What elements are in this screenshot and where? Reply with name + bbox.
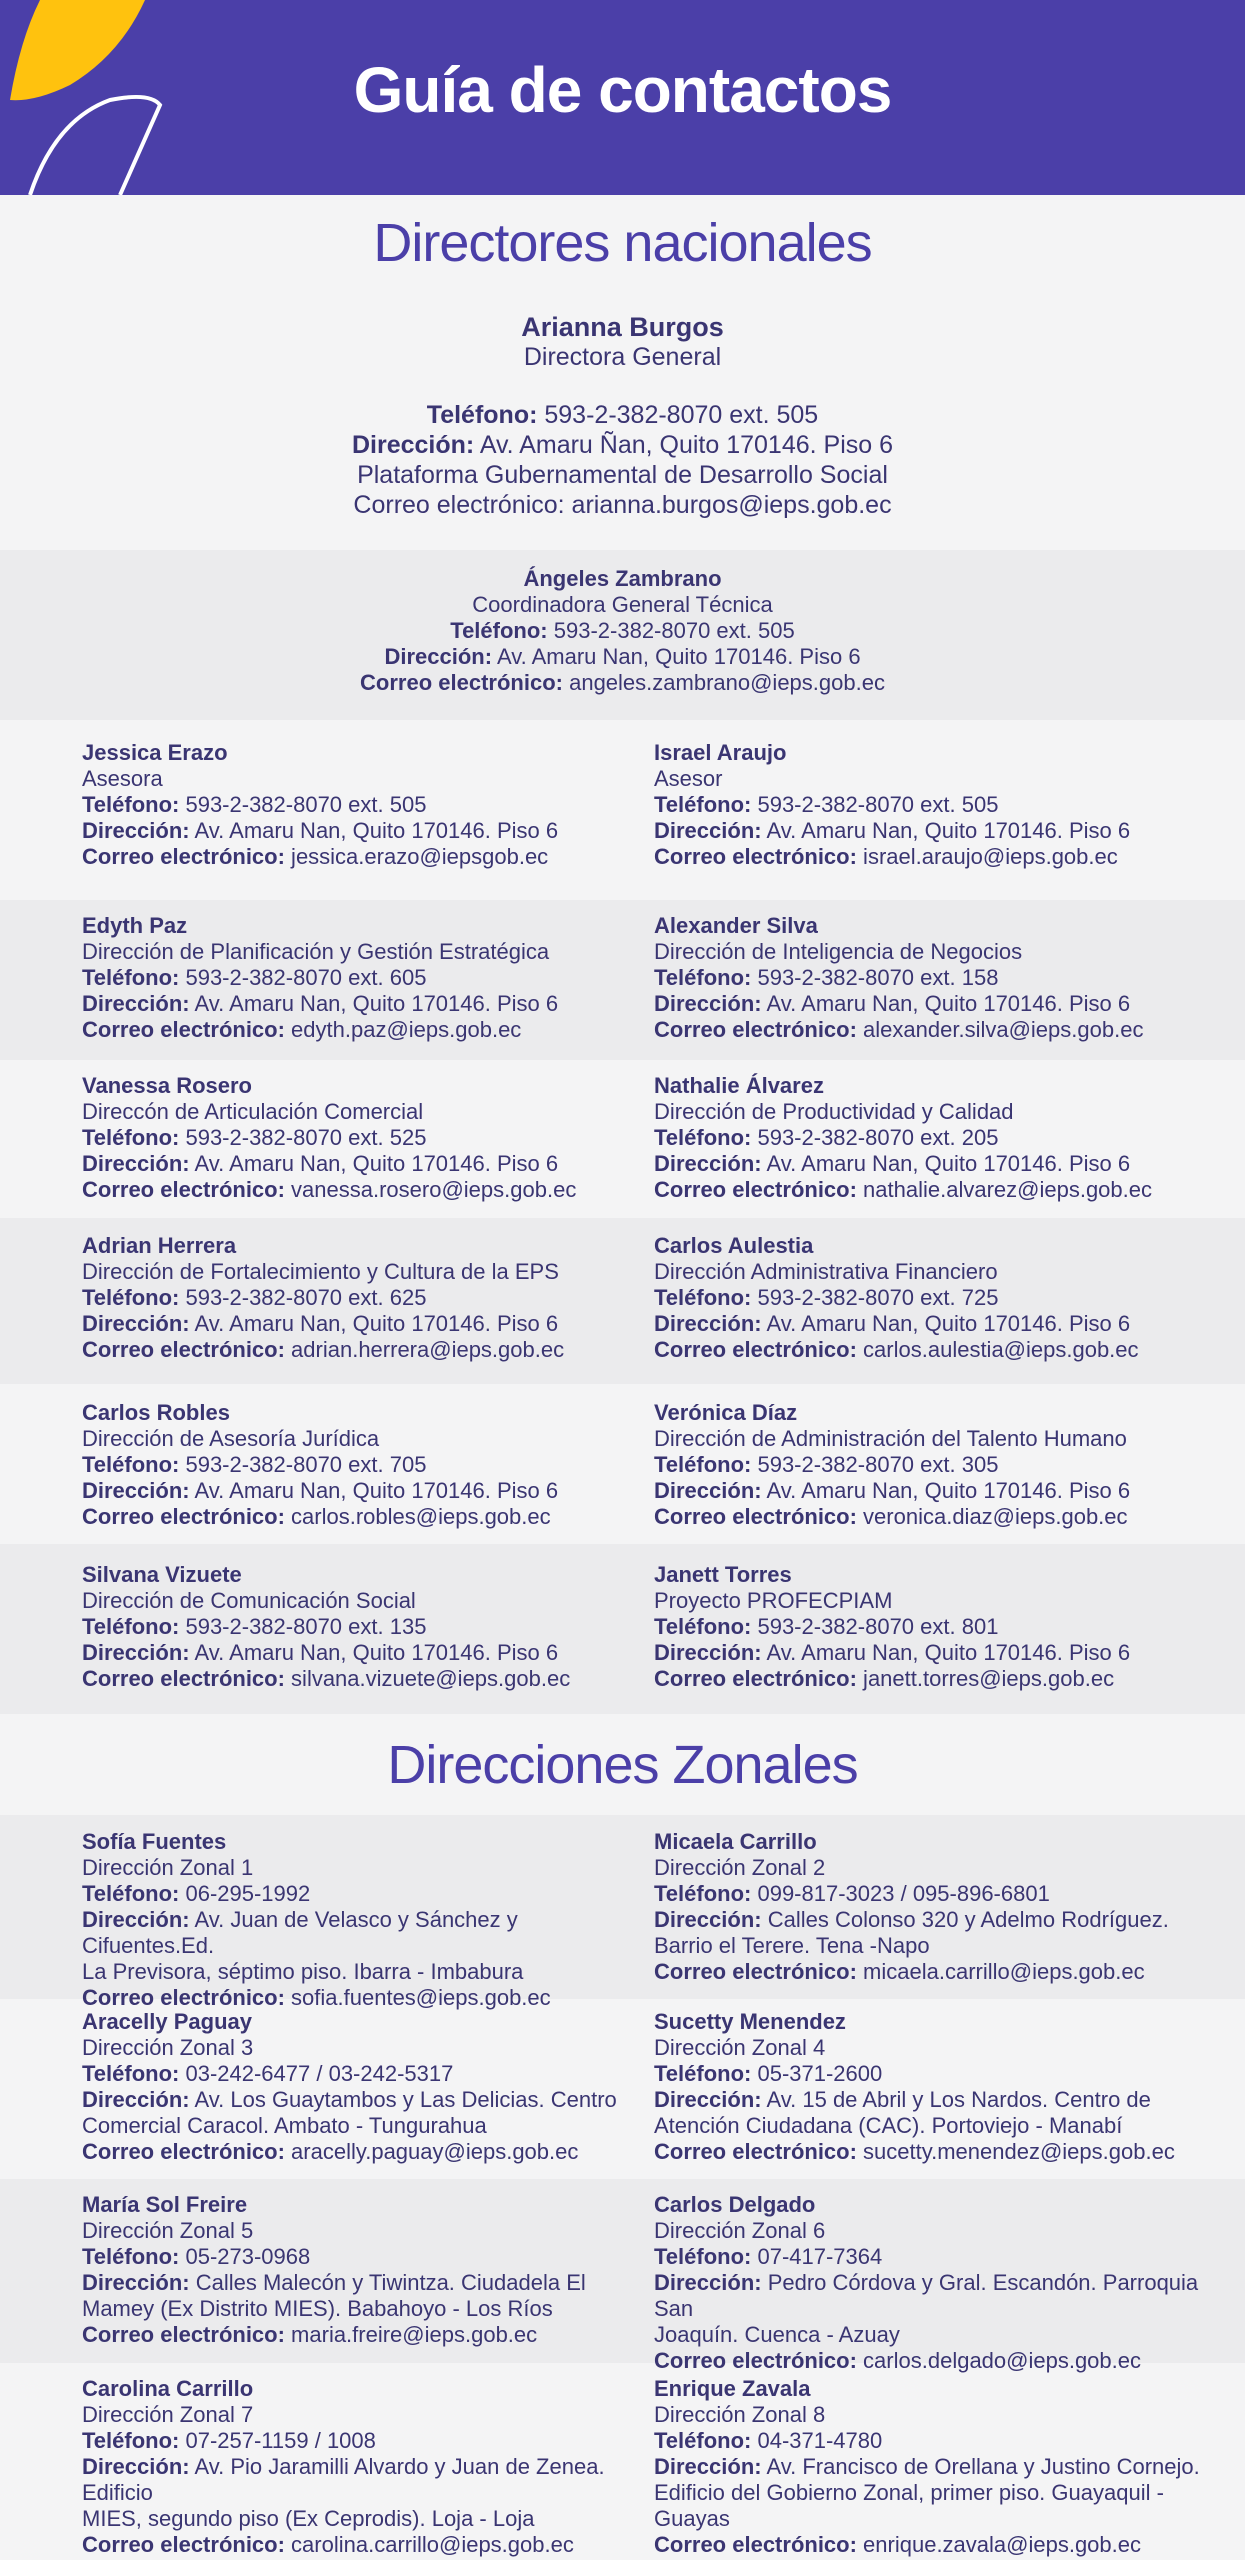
contact-email [82, 844, 642, 870]
contact-address-label: Dirección: [82, 1478, 190, 1503]
contact-card [654, 1073, 1214, 1203]
contact-address-label: Dirección: [654, 1151, 762, 1176]
contact-address [654, 2087, 1214, 2113]
contact-address [82, 1478, 642, 1504]
contact-role: Dirección de Asesoría Jurídica [82, 1426, 380, 1451]
contact-card [82, 740, 642, 870]
contact-email [654, 2348, 1214, 2374]
contact-card [654, 1829, 1214, 1985]
contact-email [82, 1177, 642, 1203]
contact-phone-value: 04-371-4780 [751, 2428, 883, 2453]
contact-email-value: silvana.vizuete@ieps.gob.ec [284, 1666, 571, 1691]
contact-phone [654, 792, 1214, 818]
contact-name: Aracelly Paguay [82, 2009, 252, 2034]
contact-address [82, 2270, 642, 2296]
contact-address-label: Dirección: [654, 1907, 762, 1932]
contact-email-label: Correo electrónico: [82, 2322, 285, 2347]
address-value: Av. Amaru Nan, Quito 170146. Piso 6 [496, 644, 861, 669]
contact-address-line2: Edificio del Gobierno Zonal, primer piso. Guayaquil - Guayas [654, 2480, 1164, 2531]
contact-name: María Sol Freire [82, 2192, 248, 2217]
contact-role: Asesora [82, 766, 163, 791]
contact-address-value: Av. 15 de Abril y Los Nardos. Centro de [761, 2087, 1151, 2112]
contact-email-value: enrique.zavala@ieps.gob.ec [856, 2532, 1142, 2557]
contact-phone [82, 965, 642, 991]
contact-address [82, 818, 642, 844]
contact-phone-value: 593-2-382-8070 ext. 505 [179, 792, 427, 817]
contact-email [0, 670, 1245, 696]
contact-email-label: Correo electrónico: [654, 1504, 857, 1529]
contact-name: Sofía Fuentes [82, 1829, 227, 1854]
contact-phone-value: 593-2-382-8070 ext. 725 [751, 1285, 999, 1310]
contact-address-value: Av. Amaru Nan, Quito 170146. Piso 6 [761, 818, 1131, 843]
contact-role: Dirección Zonal 1 [82, 1855, 254, 1880]
director-card-general [0, 312, 1245, 520]
contact-address-value: Av. Amaru Nan, Quito 170146. Piso 6 [189, 1640, 559, 1665]
contact-address [654, 2270, 1214, 2322]
contact-role: Dirección de Planificación y Gestión Estratégica [82, 939, 550, 964]
contact-email-value: aracelly.paguay@ieps.gob.ec [284, 2139, 579, 2164]
contact-phone-label: Teléfono: [82, 1614, 180, 1639]
contact-address-label: Dirección: [82, 2087, 190, 2112]
contact-phone [82, 2244, 642, 2270]
contact-address-line2: Joaquín. Cuenca - Azuay [654, 2322, 900, 2347]
contact-phone-label: Teléfono: [82, 1881, 180, 1906]
contact-address-line2: Plataforma Gubernamental de Desarrollo Social [357, 461, 888, 489]
contact-address-label: Dirección: [82, 1151, 190, 1176]
contact-role: Dirección de Administración del Talento Humano [654, 1426, 1127, 1451]
contact-role: Dirección Administrativa Financiero [654, 1259, 998, 1284]
contact-address-value: Av. Amaru Nan, Quito 170146. Piso 6 [761, 1151, 1131, 1176]
contact-name: Sucetty Menendez [654, 2009, 846, 2034]
contact-email [654, 1666, 1214, 1692]
contact-email-value: carolina.carrillo@ieps.gob.ec [284, 2532, 574, 2557]
contact-email-label: Correo electrónico: [654, 1017, 857, 1042]
contact-card [82, 1400, 642, 1530]
contact-email-value: carlos.robles@ieps.gob.ec [284, 1504, 551, 1529]
director-card-band [0, 550, 1245, 720]
contact-phone-label: Teléfono: [654, 2061, 752, 2086]
contact-email-label: Correo electrónico: [82, 2139, 285, 2164]
contact-phone-label: Teléfono: [654, 1881, 752, 1906]
contact-address-label: Dirección: [654, 2454, 762, 2479]
contact-role: Proyecto PROFECPIAM [654, 1588, 893, 1613]
address-value: Av. Amaru Ñan, Quito 170146. Piso 6 [479, 431, 894, 459]
contact-email-value: edyth.paz@ieps.gob.ec [284, 1017, 522, 1042]
email-label: Correo electrónico: [360, 670, 563, 695]
contact-phone-label: Teléfono: [654, 1125, 752, 1150]
contact-address-value: Calles Malecón y Tiwintza. Ciudadela El [189, 2270, 586, 2295]
contact-address-value: Av. Amaru Nan, Quito 170146. Piso 6 [189, 1311, 559, 1336]
contact-phone [82, 1125, 642, 1151]
contact-phone-label: Teléfono: [654, 1285, 752, 1310]
contact-card [654, 913, 1214, 1043]
contact-phone-value: 05-273-0968 [179, 2244, 311, 2269]
contact-name: Adrian Herrera [82, 1233, 237, 1258]
contact-address-label: Dirección: [654, 818, 762, 843]
contact-phone [654, 1125, 1214, 1151]
contact-address [82, 991, 642, 1017]
contact-email [654, 2532, 1214, 2558]
contact-email-value: carlos.aulestia@ieps.gob.ec [856, 1337, 1139, 1362]
contact-phone-value: 593-2-382-8070 ext. 605 [179, 965, 427, 990]
contact-address-line2: Mamey (Ex Distrito MIES). Babahoyo - Los Ríos [82, 2296, 553, 2321]
contact-phone-value: 593-2-382-8070 ext. 158 [751, 965, 999, 990]
phone-value: 593-2-382-8070 ext. 505 [544, 401, 819, 429]
contact-email [654, 1959, 1214, 1985]
contact-phone-label: Teléfono: [82, 2244, 180, 2269]
contact-address [82, 1311, 642, 1337]
contact-card [82, 913, 642, 1043]
contact-email-value: israel.araujo@ieps.gob.ec [856, 844, 1118, 869]
contact-phone-value: 05-371-2600 [751, 2061, 883, 2086]
phone-label: Teléfono: [426, 401, 538, 429]
contact-email-label: Correo electrónico: [82, 1666, 285, 1691]
contact-card [654, 1400, 1214, 1530]
contact-phone [654, 1285, 1214, 1311]
contact-card [82, 1562, 642, 1692]
contact-phone [654, 2244, 1214, 2270]
contact-email-value: nathalie.alvarez@ieps.gob.ec [856, 1177, 1153, 1202]
contact-phone [82, 2428, 642, 2454]
contact-card [82, 1073, 642, 1203]
contact-name: Ángeles Zambrano [523, 566, 722, 591]
contact-phone-label: Teléfono: [82, 1285, 180, 1310]
contact-phone-label: Teléfono: [82, 792, 180, 817]
contact-address [654, 1151, 1214, 1177]
contact-address-label: Dirección: [654, 1478, 762, 1503]
contact-address-value: Av. Amaru Nan, Quito 170146. Piso 6 [189, 1151, 559, 1176]
contact-name: Arianna Burgos [521, 312, 724, 342]
contact-role: Directora General [523, 343, 722, 371]
contact-email-value: jessica.erazo@iepsgob.ec [284, 844, 549, 869]
contact-email-value: janett.torres@ieps.gob.ec [856, 1666, 1115, 1691]
contact-email-label: Correo electrónico: [654, 2139, 857, 2164]
contact-name: Carlos Robles [82, 1400, 230, 1425]
contact-email-label: Correo electrónico: [654, 1337, 857, 1362]
contact-address [654, 818, 1214, 844]
contact-address [82, 2087, 642, 2113]
contact-address-value: Calles Colonso 320 y Adelmo Rodríguez. [761, 1907, 1169, 1932]
contact-address-line2: Atención Ciudadana (CAC). Portoviejo - Manabí [654, 2113, 1123, 2138]
contact-role: Dirección de Fortalecimiento y Cultura de la EPS [82, 1259, 559, 1284]
contact-address-value: Av. Amaru Nan, Quito 170146. Piso 6 [189, 991, 559, 1016]
contact-phone [654, 965, 1214, 991]
contact-name: Silvana Vizuete [82, 1562, 242, 1587]
contact-card [82, 2009, 642, 2165]
contact-role: Dirección de Inteligencia de Negocios [654, 939, 1023, 964]
contact-address-value: Av. Amaru Nan, Quito 170146. Piso 6 [761, 1478, 1131, 1503]
contact-address-line2: Comercial Caracol. Ambato - Tungurahua [82, 2113, 487, 2138]
contact-email-value: sucetty.menendez@ieps.gob.ec [856, 2139, 1175, 2164]
contact-name: Micaela Carrillo [654, 1829, 817, 1854]
contact-phone [82, 1614, 642, 1640]
contact-address [654, 991, 1214, 1017]
contact-phone-value: 593-2-382-8070 ext. 205 [751, 1125, 999, 1150]
contact-email-value: veronica.diaz@ieps.gob.ec [856, 1504, 1128, 1529]
contact-address-value: Av. Amaru Nan, Quito 170146. Piso 6 [189, 818, 559, 843]
contact-address-line2: MIES, segundo piso (Ex Ceprodis). Loja - Loja [82, 2506, 535, 2531]
contact-phone-label: Teléfono: [654, 1452, 752, 1477]
contact-email [82, 1017, 642, 1043]
contact-name: Jessica Erazo [82, 740, 228, 765]
contact-card [82, 1829, 642, 2011]
contact-address [654, 2454, 1214, 2480]
contact-email-label: Correo electrónico: [654, 1666, 857, 1691]
contact-phone [82, 1881, 642, 1907]
contact-address [82, 1907, 642, 1959]
contact-address-value: Av. Los Guaytambos y Las Delicias. Centro [189, 2087, 617, 2112]
contact-email [82, 2532, 642, 2558]
contact-email [654, 1504, 1214, 1530]
contact-address [654, 1640, 1214, 1666]
contact-email [654, 1177, 1214, 1203]
contact-phone-label: Teléfono: [654, 792, 752, 817]
contact-phone-label: Teléfono: [654, 2244, 752, 2269]
contact-card [82, 2376, 642, 2558]
contact-phone [654, 1881, 1214, 1907]
contact-card [654, 2376, 1214, 2558]
contact-phone [654, 1614, 1214, 1640]
contact-email [654, 2139, 1214, 2165]
contact-address [82, 1151, 642, 1177]
contact-name: Israel Araujo [654, 740, 787, 765]
contact-email [82, 1666, 642, 1692]
contact-email-label: Correo electrónico: [654, 844, 857, 869]
contact-address-value: Pedro Córdova y Gral. Escandón. Parroquia San [654, 2270, 1199, 2321]
contact-name: Edyth Paz [82, 913, 188, 938]
contact-address [0, 430, 1245, 460]
contact-name: Carolina Carrillo [82, 2376, 254, 2401]
contact-name: Verónica Díaz [654, 1400, 798, 1425]
contact-phone [654, 1452, 1214, 1478]
section-title-zonal: Direcciones Zonales [387, 1735, 858, 1795]
contact-address-value: Av. Pio Jaramilli Alvardo y Juan de Zenea. Edificio [82, 2454, 605, 2505]
contact-email [82, 1337, 642, 1363]
contact-name: Janett Torres [654, 1562, 792, 1587]
contact-email-label: Correo electrónico: [654, 2348, 857, 2373]
contact-name: Carlos Delgado [654, 2192, 816, 2217]
contact-email-value: adrian.herrera@ieps.gob.ec [284, 1337, 565, 1362]
address-label: Dirección: [384, 644, 493, 669]
contact-email-label: Correo electrónico: [82, 1504, 285, 1529]
contact-phone-value: 593-2-382-8070 ext. 135 [179, 1614, 427, 1639]
contact-role: Direccón de Articulación Comercial [82, 1099, 424, 1124]
contact-address [654, 1311, 1214, 1337]
contact-email-label: Correo electrónico: [82, 844, 285, 869]
contact-email: Correo electrónico: arianna.burgos@ieps.gob.ec [353, 491, 892, 519]
contact-role: Dirección Zonal 5 [82, 2218, 254, 2243]
contact-email-label: Correo electrónico: [654, 1959, 857, 1984]
contact-address-label: Dirección: [82, 991, 190, 1016]
contact-email [82, 1985, 642, 2011]
contact-address-label: Dirección: [82, 818, 190, 843]
contact-email-label: Correo electrónico: [82, 1337, 285, 1362]
contact-email-label: Correo electrónico: [82, 2532, 285, 2557]
contact-email-label: Correo electrónico: [82, 1985, 285, 2010]
contact-name: Nathalie Álvarez [654, 1073, 824, 1098]
contact-email-value: micaela.carrillo@ieps.gob.ec [856, 1959, 1145, 1984]
contact-card [654, 1562, 1214, 1692]
contact-phone-label: Teléfono: [82, 965, 180, 990]
address-label: Dirección: [351, 431, 475, 459]
contact-address-label: Dirección: [82, 1907, 190, 1932]
contact-email-label: Correo electrónico: [654, 2532, 857, 2557]
contact-name: Enrique Zavala [654, 2376, 811, 2401]
contact-email-value: alexander.silva@ieps.gob.ec [856, 1017, 1144, 1042]
contact-role: Dirección Zonal 2 [654, 1855, 826, 1880]
contact-email [82, 2139, 642, 2165]
contact-email-label: Correo electrónico: [82, 1177, 285, 1202]
contact-phone-value: 593-2-382-8070 ext. 625 [179, 1285, 427, 1310]
contact-address-value: Av. Francisco de Orellana y Justino Cornejo. [761, 2454, 1200, 2479]
contact-email-value: maria.freire@ieps.gob.ec [284, 2322, 538, 2347]
contact-email-value: vanessa.rosero@ieps.gob.ec [284, 1177, 577, 1202]
contact-address-value: Av. Juan de Velasco y Sánchez y Cifuentes.Ed. [82, 1907, 518, 1958]
contact-email-label: Correo electrónico: [82, 1017, 285, 1042]
contact-address-label: Dirección: [82, 1311, 190, 1336]
contact-phone-label: Teléfono: [82, 2428, 180, 2453]
contact-address-value: Av. Amaru Nan, Quito 170146. Piso 6 [761, 1640, 1131, 1665]
contact-address [654, 1478, 1214, 1504]
contact-phone-value: 099-817-3023 / 095-896-6801 [751, 1881, 1050, 1906]
contact-phone [0, 618, 1245, 644]
contact-phone-label: Teléfono: [654, 2428, 752, 2453]
contact-address-value: Av. Amaru Nan, Quito 170146. Piso 6 [761, 991, 1131, 1016]
contact-email [82, 1504, 642, 1530]
contact-phone-value: 06-295-1992 [179, 1881, 311, 1906]
contact-role: Coordinadora General Técnica [472, 592, 773, 617]
contact-role: Dirección de Comunicación Social [82, 1588, 416, 1613]
contact-card [82, 1233, 642, 1363]
contact-phone-value: 593-2-382-8070 ext. 505 [751, 792, 999, 817]
contact-role: Dirección Zonal 7 [82, 2402, 254, 2427]
contact-card [654, 2009, 1214, 2165]
contact-email-value: carlos.delgado@ieps.gob.ec [856, 2348, 1142, 2373]
contact-phone-value: 03-242-6477 / 03-242-5317 [179, 2061, 454, 2086]
contact-email [654, 1017, 1214, 1043]
contact-email [654, 1337, 1214, 1363]
contact-address-label: Dirección: [654, 2087, 762, 2112]
contact-role: Dirección Zonal 6 [654, 2218, 826, 2243]
contact-address-value: Av. Amaru Nan, Quito 170146. Piso 6 [761, 1311, 1131, 1336]
section-title-national: Directores nacionales [373, 213, 872, 273]
contact-email [654, 844, 1214, 870]
contact-address-label: Dirección: [82, 2270, 190, 2295]
contact-name: Carlos Aulestia [654, 1233, 814, 1258]
contact-address-value: Av. Amaru Nan, Quito 170146. Piso 6 [189, 1478, 559, 1503]
contact-phone-value: 593-2-382-8070 ext. 705 [179, 1452, 427, 1477]
contact-phone-value: 07-417-7364 [751, 2244, 883, 2269]
contact-address [82, 2454, 642, 2506]
contact-phone-value: 593-2-382-8070 ext. 801 [751, 1614, 999, 1639]
contact-email [82, 2322, 642, 2348]
contact-address-label: Dirección: [654, 991, 762, 1016]
contact-address-label: Dirección: [654, 2270, 762, 2295]
contact-phone-value: 07-257-1159 / 1008 [179, 2428, 376, 2453]
contact-card [654, 740, 1214, 870]
contact-role: Dirección Zonal 3 [82, 2035, 254, 2060]
contact-email-label: Correo electrónico: [654, 1177, 857, 1202]
contact-role: Dirección Zonal 4 [654, 2035, 826, 2060]
contact-phone-label: Teléfono: [82, 1125, 180, 1150]
contact-phone [82, 792, 642, 818]
director-card-technical [0, 550, 1245, 696]
contact-phone-label: Teléfono: [82, 2061, 180, 2086]
contact-address-label: Dirección: [654, 1640, 762, 1665]
email-value: angeles.zambrano@ieps.gob.ec [569, 670, 885, 695]
page-title: Guía de contactos [353, 54, 892, 126]
contact-phone [654, 2428, 1214, 2454]
phone-label: Teléfono: [450, 618, 548, 643]
phone-value: 593-2-382-8070 ext. 505 [553, 618, 795, 643]
contact-phone-label: Teléfono: [82, 1452, 180, 1477]
contact-role: Asesor [654, 766, 723, 791]
contact-phone-value: 593-2-382-8070 ext. 305 [751, 1452, 999, 1477]
contact-email-value: sofia.fuentes@ieps.gob.ec [284, 1985, 551, 2010]
contact-phone [654, 2061, 1214, 2087]
contact-phone-label: Teléfono: [654, 1614, 752, 1639]
contact-address [82, 1640, 642, 1666]
contact-address-line2: Barrio el Terere. Tena -Napo [654, 1933, 930, 1958]
contact-phone-value: 593-2-382-8070 ext. 525 [179, 1125, 427, 1150]
contact-card [82, 2192, 642, 2348]
contact-address [0, 644, 1245, 670]
contact-address-label: Dirección: [654, 1311, 762, 1336]
contact-phone [82, 2061, 642, 2087]
contact-role: Dirección de Productividad y Calidad [654, 1099, 1014, 1124]
contact-phone [0, 400, 1245, 430]
contact-phone [82, 1285, 642, 1311]
contact-name: Vanessa Rosero [82, 1073, 252, 1098]
contact-card [654, 2192, 1214, 2374]
contact-address-label: Dirección: [82, 1640, 190, 1665]
contact-phone [82, 1452, 642, 1478]
contact-name: Alexander Silva [654, 913, 818, 938]
contact-phone-label: Teléfono: [654, 965, 752, 990]
contact-card [654, 1233, 1214, 1363]
contact-address [654, 1907, 1214, 1933]
page-header [0, 0, 1245, 195]
contact-address-label: Dirección: [82, 2454, 190, 2479]
contact-address-line2: La Previsora, séptimo piso. Ibarra - Imbabura [82, 1959, 524, 1984]
contact-role: Dirección Zonal 8 [654, 2402, 826, 2427]
